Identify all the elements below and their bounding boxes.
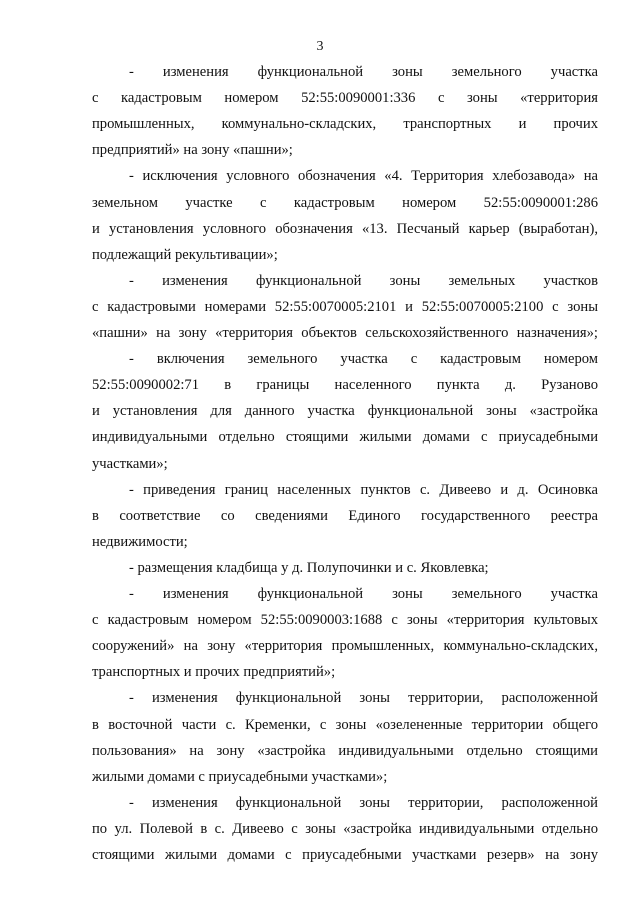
text-line: - размещения кладбища у д. Полупочинки и с. Яковлевка; xyxy=(129,559,489,576)
text-line: с кадастровым номером 52:55:0090003:1688 с зоны «территория культовых xyxy=(92,612,598,629)
text-line: - изменения функциональной зоны земельных участков xyxy=(129,272,598,289)
text-line: «пашни» на зону «территория объектов сельскохозяйственного назначения»; xyxy=(92,325,598,341)
text-line: и установления условного обозначения «13. Песчаный карьер (выработан), xyxy=(92,220,598,237)
text-line: сооружений» на зону «территория промышленных, коммунально-складских, xyxy=(92,638,598,655)
text-line: по ул. Полевой в с. Дивеево с зоны «застройка индивидуальными отдельно xyxy=(92,820,598,837)
text-line: - изменения функциональной зоны земельного участка xyxy=(129,586,598,602)
text-line: индивидуальными отдельно стоящими жилыми домами с приусадебными xyxy=(92,429,598,446)
text-line: подлежащий рекультивации»; xyxy=(92,246,278,263)
text-line: транспортных и прочих предприятий»; xyxy=(92,664,336,681)
text-line: стоящими жилыми домами с приусадебными участками резерв» на зону xyxy=(92,847,598,863)
text-line: - приведения границ населенных пунктов с. Дивеево и д. Осиновка xyxy=(129,481,598,498)
page-number: 3 xyxy=(316,39,324,54)
text-line: 52:55:0090002:71 в границы населенного пункта д. Рузаново xyxy=(92,377,598,394)
text-line: промышленных, коммунально-складских, транспортных и прочих xyxy=(92,116,598,133)
text-line: - изменения функциональной зоны земельного участка xyxy=(129,64,598,80)
text-line: - исключения условного обозначения «4. Территория хлебозавода» на xyxy=(129,168,598,185)
text-line: - изменения функциональной зоны территории, расположенной xyxy=(129,794,598,811)
text-line: - включения земельного участка с кадастровым номером xyxy=(129,351,598,368)
text-line: и установления для данного участка функциональной зоны «застройка xyxy=(92,403,598,420)
text-line: предприятий» на зону «пашни»; xyxy=(92,142,293,159)
text-line: с кадастровым номером 52:55:0090001:336 с зоны «территория xyxy=(92,90,598,107)
text-line: жилыми домами с приусадебными участками»; xyxy=(92,768,388,785)
text-line: недвижимости; xyxy=(92,533,188,550)
text-line: пользования» на зону «застройка индивидуальными отдельно стоящими xyxy=(92,742,598,759)
text-line: в соответствие со сведениями Единого государственного реестра xyxy=(92,507,598,524)
text-line: с кадастровыми номерами 52:55:0070005:2101 и 52:55:0070005:2100 с зоны xyxy=(92,298,598,315)
text-line: - изменения функциональной зоны территории, расположенной xyxy=(129,690,598,707)
text-line: участками»; xyxy=(92,455,168,472)
text-line: земельном участке с кадастровым номером 52:55:0090001:286 xyxy=(92,194,598,211)
text-line: в восточной части с. Кременки, с зоны «озелененные территории общего xyxy=(92,716,598,733)
